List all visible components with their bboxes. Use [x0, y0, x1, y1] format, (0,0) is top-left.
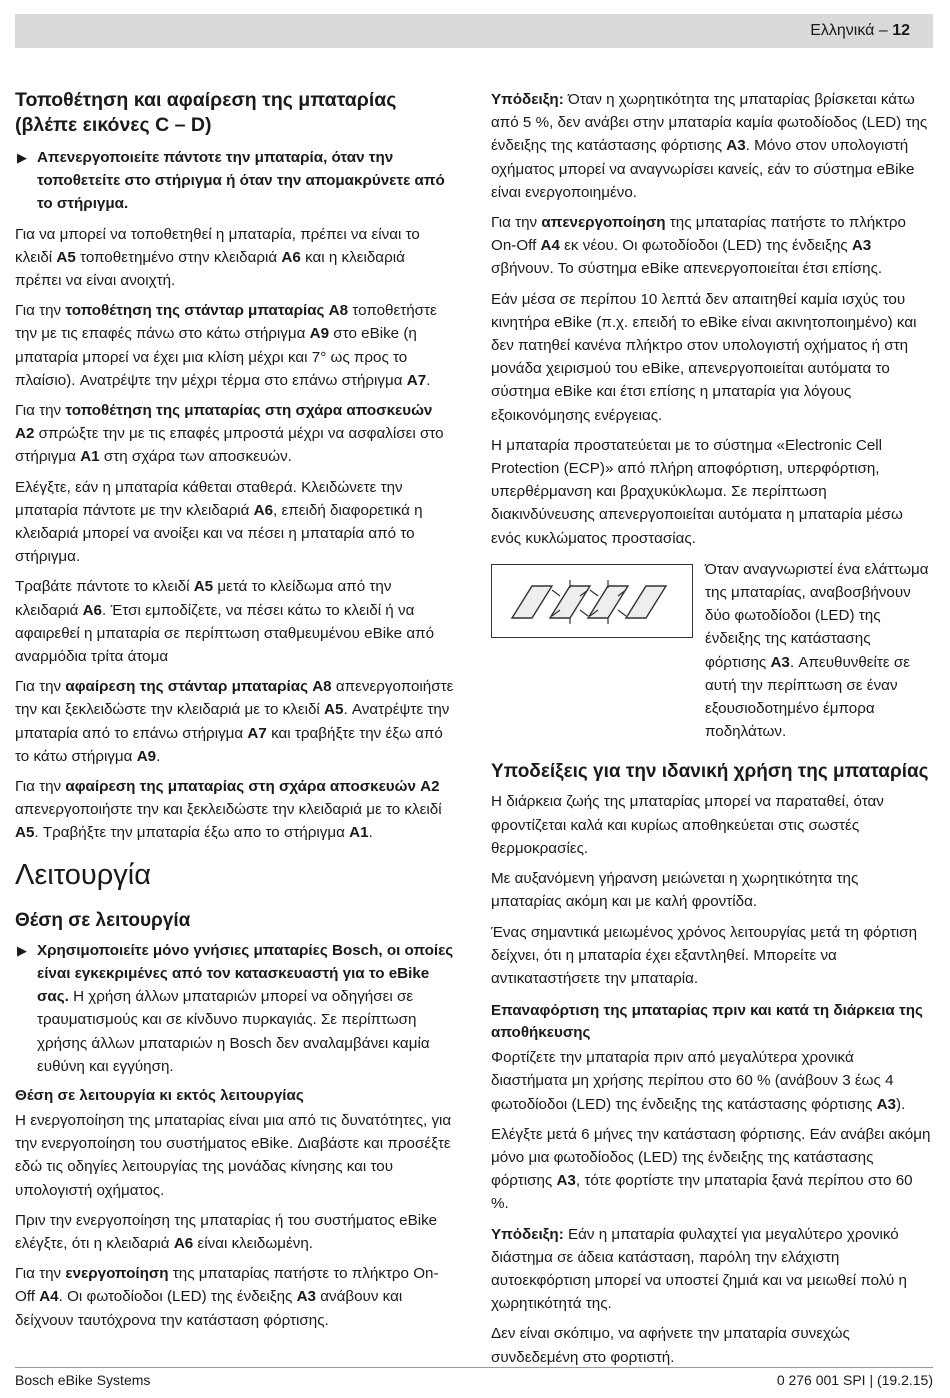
paragraph: Ελέγξτε μετά 6 μήνες την κατάσταση φόρτισης. Εάν ανάβει ακόμη μόνο μια φωτοδίοδος (LED) της ένδειξης της κατάστασης φόρτισης A3, τότε φορτίστε την μπαταρία ξανά περίπου στο 60 %.	[491, 1125, 931, 1213]
bold-ref: A1	[80, 448, 100, 466]
paragraph: Ένας σημαντικά μειωμένος χρόνος λειτουργίας μετά τη φόρτιση δείχνει, ότι η μπαταρία έχει εξαντληθεί. Μπορείτε να αντικαταστήσετε την μπαταρία.	[491, 923, 918, 987]
bold-ref: A6	[281, 248, 301, 266]
bold-ref: A7	[247, 724, 267, 742]
right-column	[491, 88, 931, 1376]
subheading-commissioning: Θέση σε λειτουργία	[15, 909, 191, 931]
bold-ref: A5	[15, 824, 35, 842]
bold-ref: A3	[851, 237, 872, 255]
bold-ref: A9	[136, 747, 157, 765]
paragraph: Η ενεργοποίηση της μπαταρίας είναι μια από τις δυνατότητες, για την ενεργοποίηση του συστήματος eBike. Διαβάστε και προσέξτε εδώ τις οδηγίες λειτουργίας της μονάδας κίνησης και του υπολογιστή οχήματος.	[15, 1111, 452, 1199]
triangle-bullet-icon: ▶	[17, 942, 27, 958]
warning-deactivate	[15, 146, 455, 216]
bold-ref: A4	[540, 237, 560, 255]
bold-ref: αφαίρεση της στάνταρ μπαταρίας A8	[65, 678, 332, 696]
footer-brand: Bosch eBike Systems	[15, 1372, 151, 1388]
paragraph: Για την ενεργοποίηση της μπαταρίας πατήστε το πλήκτρο On-Off A4. Οι φωτοδίοδοι (LED) της ένδειξης A3 ανάβουν και δείχνουν ταυτόχρονα την κατάσταση φόρτισης.	[15, 1265, 439, 1329]
led-indicator-figure	[491, 564, 693, 638]
defect-figure-row	[491, 558, 931, 751]
paragraph: Για την τοποθέτηση της στάνταρ μπαταρίας A8 τοποθετήστε την με τις επαφές πάνω στο κάτω στήριγμα A9 στο eBike (η μπαταρία μπορεί να έχει μια κλίση μέχρι και 7° ως προς το πλαίσιο). Ανατρέψτε την μέχρι τέρμα στο επάνω στήριγμα A7.	[15, 302, 437, 389]
paragraph: Η διάρκεια ζωής της μπαταρίας μπορεί να παραταθεί, όταν φροντίζεται καλά και κυρίως αποθηκεύεται στις σωστές θερμοκρασίες.	[491, 793, 884, 857]
paragraph: Πριν την ενεργοποίηση της μπαταρίας ή του συστήματος eBike ελέγξτε, ότι η κλειδαριά A6 είναι κλειδωμένη.	[15, 1211, 438, 1252]
bold-ref: A9	[309, 325, 330, 343]
paragraph: Φορτίζετε την μπαταρία πριν από μεγαλύτερα χρονικά διαστήματα μη χρήσης περίπου στο 60 % (ανάβουν 3 έως 4 φωτοδίοδοι (LED) της ένδειξης της κατάστασης φόρτισης A3).	[491, 1049, 906, 1113]
paragraph: Για να μπορεί να τοποθετηθεί η μπαταρία, πρέπει να είναι το κλειδί A5 τοποθετημένο στην κλειδαριά A6 και η κλειδαριά πρέπει να είναι ανοιχτή.	[15, 225, 420, 290]
left-column	[15, 88, 455, 1339]
section-heading-mounting: Τοποθέτηση και αφαίρεση της μπαταρίας (βλέπε εικόνες C – D)	[15, 89, 397, 136]
bold-ref: Υπόδειξη:	[491, 1225, 564, 1243]
bold-ref: A5	[193, 578, 214, 596]
bold-ref: τοποθέτηση της μπαταρίας στη σχάρα αποσκευών A2	[15, 402, 433, 443]
bold-ref: αφαίρεση της μπαταρίας στη σχάρα αποσκευών A2	[65, 778, 440, 796]
paragraph: Για την αφαίρεση της μπαταρίας στη σχάρα αποσκευών A2 απενεργοποιήστε την και ξεκλειδώστε την κλειδαριά με το κλειδί A5. Τραβήξτε την μπαταρία έξω απο το στήριγμα A1.	[15, 778, 442, 842]
bold-ref: απενεργοποίηση	[541, 214, 666, 232]
bold-ref: A5	[324, 701, 344, 719]
footer-doc-number: 0 276 001 SPI | (19.2.15)	[776, 1372, 933, 1388]
header-language: Ελληνικά –	[810, 22, 893, 39]
chapter-heading-operation: Λειτουργία	[15, 858, 151, 891]
paragraph: Εάν μέσα σε περίπου 10 λεπτά δεν απαιτηθεί καμία ισχύς του κινητήρα eBike (π.χ. επειδή το eBike είναι ακινητοποιημένο) και δεν πατηθεί κανένα πλήκτρο στον υπολογιστή οχήματος ή στη μονάδα χειρισμού του eBike, απενεργοποιείται αυτόματα το σύστημα eBike και έτσι επίσης η μπαταρία για λόγους εξοικονόμησης ενέργειας.	[491, 290, 917, 424]
paragraph: Υπόδειξη: Όταν η χωρητικότητα της μπαταρίας βρίσκεται κάτω από 5 %, δεν ανάβει στην μπαταρία καμία φωτοδίοδος (LED) της ένδειξης της κατάστασης φόρτισης A3. Μόνο στον υπολογιστή οχήματος μπορεί να αναγνωρίσει κανείς, εάν το σύστημα eBike είναι ενεργοποιημένο.	[491, 91, 928, 201]
bold-ref: A5	[56, 248, 76, 266]
bold-ref: A3	[556, 1172, 576, 1190]
subheading-on-off: Θέση σε λειτουργία κι εκτός λειτουργίας	[15, 1086, 304, 1104]
bold-ref: ενεργοποίηση	[65, 1265, 169, 1283]
bold-ref: A3	[296, 1288, 316, 1306]
paragraph: Για την τοποθέτηση της μπαταρίας στη σχάρα αποσκευών A2 σπρώξτε την με τις επαφές μπροστά μέχρι να ασφαλίσει στο στήριγμα A1 στη σχάρα των αποσκευών.	[15, 402, 444, 466]
paragraph: Για την απενεργοποίηση της μπαταρίας πατήστε το πλήκτρο On-Off A4 εκ νέου. Οι φωτοδίοδοι (LED) της ένδειξης A3 σβήνουν. Το σύστημα eBike απενεργοποιείται έτσι επίσης.	[491, 214, 906, 278]
paragraph: Όταν αναγνωριστεί ένα ελάττωμα της μπαταρίας, αναβοσβήνουν δύο φωτοδίοδοι (LED) της ένδειξης της κατάστασης φόρτισης A3. Απευθυνθείτε σε αυτή την περίπτωση σε έναν εξουσιοδοτημένο έμπορα ποδηλάτων.	[705, 560, 929, 741]
paragraph: Για την αφαίρεση της στάνταρ μπαταρίας A8 απενεργοποιήστε την και ξεκλειδώστε την κλειδαριά με το κλειδί A5. Ανατρέψτε την μπαταρία από το επάνω στήριγμα A7 και τραβήξτε την έξω από το κάτω στήριγμα A9.	[15, 678, 454, 765]
warning-lead: Χρησιμοποιείτε μόνο γνήσιες μπαταρίες Bosch, οι οποίες είναι εγκεκριμένες από τον κατασκευαστή για το eBike σας.	[37, 941, 454, 1006]
header-bar	[15, 14, 933, 48]
paragraph: Τραβάτε πάντοτε το κλειδί A5 μετά το κλείδωμα από την κλειδαριά A6. Έτσι εμποδίζετε, να πέσει κάτω το κλειδί ή να αφαιρεθεί η μπαταρία σε περίπτωση σταθμευμένου eBike από αναρμόδια τρίτα άτομα	[15, 578, 435, 666]
warning-genuine-batteries	[15, 939, 455, 1078]
paragraph: Ελέγξτε, εάν η μπαταρία κάθεται σταθερά. Κλειδώνετε την μπαταρία πάντοτε με την κλειδαριά A6, επειδή διαφορετικά η κλειδαριά μπορεί να ανοίξει και να πέσει η μπαταρία από το στήριγμα.	[15, 478, 423, 566]
subheading-tips: Υποδείξεις για την ιδανική χρήση της μπαταρίας	[491, 761, 929, 783]
bold-ref: A3	[770, 653, 790, 671]
paragraph: Υπόδειξη: Εάν η μπαταρία φυλαχτεί για μεγαλύτερο χρονικό διάστημα σε άδεια κατάσταση, παρόλη την ελάχιστη αυτοεκφόρτιση μπορεί να υποστεί ζημιά και να μειωθεί πολύ η χωρητικότητά της.	[491, 1225, 907, 1313]
paragraph: Δεν είναι σκόπιμο, να αφήνετε την μπαταρία συνεχώς συνδεδεμένη στο φορτιστή.	[491, 1325, 850, 1366]
bold-ref: A4	[39, 1288, 59, 1306]
paragraph: Η μπαταρία προστατεύεται με το σύστημα «Electronic Cell Protection (ECP)» από πλήρη αποφόρτιση, υπερφόρτιση, υπερθέρμανση και βραχυκύκλωμα. Σε περίπτωση διακινδύνευσης απενεργοποιείται αυτόματα η μπαταρία μέσω ενός κυκλώματος προστασίας.	[491, 436, 903, 547]
bold-ref: A6	[173, 1234, 194, 1252]
flashing-led-icon	[502, 576, 682, 626]
bold-ref: Υπόδειξη:	[491, 91, 564, 108]
bold-ref: A1	[349, 824, 369, 842]
subheading-recharge: Επαναφόρτιση της μπαταρίας πριν και κατά τη διάρκεια της αποθήκευσης	[491, 1002, 923, 1042]
bold-ref: A6	[253, 501, 274, 519]
warning-text: Απενεργοποιείτε πάντοτε την μπαταρία, όταν την τοποθετείτε στο στήριγμα ή όταν την απομακρύνετε από το στήριγμα.	[37, 149, 445, 213]
page-number: 12	[892, 22, 910, 39]
bold-ref: A3	[726, 137, 746, 155]
bold-ref: A7	[406, 371, 427, 389]
footer-rule	[15, 1367, 933, 1368]
warning-rest: Η χρήση άλλων μπαταριών μπορεί να οδηγήσει σε τραυματισμούς και σε κίνδυνο πυρκαγιάς. Σε περίπτωση χρήσης άλλων μπαταριών η Bosch δεν αναλαμβάνει καμία ευθύνη και εγγύηση.	[37, 988, 430, 1075]
paragraph: Με αυξανόμενη γήρανση μειώνεται η χωρητικότητα της μπαταρίας ακόμη και με καλή φροντίδα.	[491, 870, 859, 911]
bold-ref: A6	[82, 601, 103, 619]
bold-ref: τοποθέτηση της στάνταρ μπαταρίας A8	[65, 302, 349, 320]
running-header	[810, 22, 910, 40]
bold-ref: A3	[876, 1095, 897, 1113]
triangle-bullet-icon: ▶	[17, 150, 27, 165]
